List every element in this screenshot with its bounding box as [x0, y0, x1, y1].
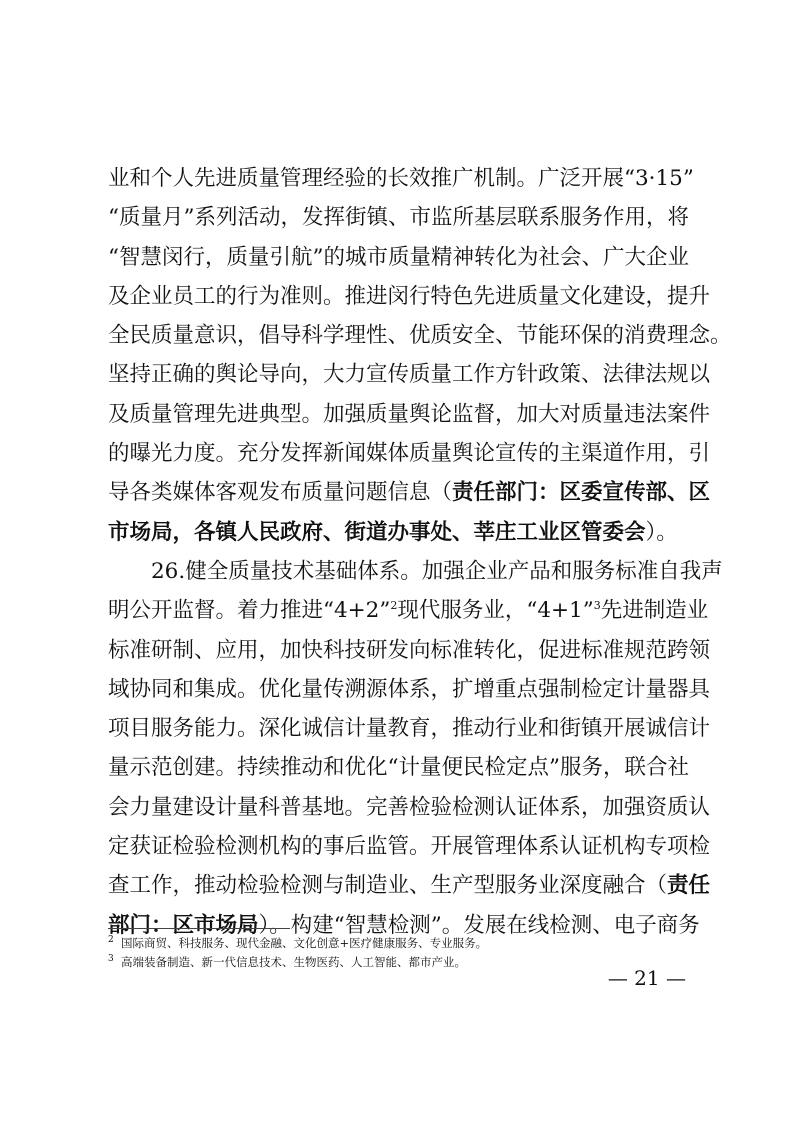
footnote-ref: 2 [390, 599, 398, 613]
page-number: — 21 — [607, 966, 686, 990]
text-run: 业和个人先进质量管理经验的长效推广机制。广泛开展“3·15” [108, 166, 694, 191]
bold-text: 责任部门：区委宣传部、区 [452, 480, 711, 506]
text-run: 标准研制、应用，加快科技研发向标准转化，促进标准规范跨领 [108, 637, 711, 663]
text-line [108, 395, 711, 434]
text-run: 及质量管理先进典型。加强质量舆论监督，加大对质量违法案件 [108, 401, 711, 427]
text-run: 定获证检验检测机构的事后监管。开展管理体系认证机构专项检 [108, 834, 711, 860]
text-line [108, 552, 723, 591]
text-run: 的曝光力度。充分发挥新闻媒体质量舆论宣传的主渠道作用，引 [108, 441, 711, 467]
text-run: ）。 [645, 519, 678, 545]
text-run: 现代服务业，“4+1” [397, 598, 594, 624]
text-line [108, 591, 709, 630]
text-line [108, 238, 688, 277]
body-text [108, 159, 732, 945]
text-run: 域协同和集成。优化量传溯源体系，扩增重点强制检定计量器具 [108, 676, 711, 702]
footnote-2: $^2$ 国际商贸、科技服务、现代金融、文化创意+医疗健康服务、专业服务。 [108, 935, 488, 950]
text-line [108, 788, 711, 827]
text-line [108, 513, 688, 552]
text-line [108, 473, 711, 512]
text-line [108, 670, 711, 709]
text-line [108, 434, 711, 473]
text-run: 会力量建设计量科普基地。完善检验检测认证体系，加强资质认 [108, 794, 711, 820]
footnote-ref: 3 [593, 599, 601, 613]
bold-text: 部门：区市场局 [108, 912, 259, 938]
text-run: 明公开监督。着力推进“4+2” [108, 598, 391, 624]
text-line [108, 748, 688, 787]
footnote-divider [108, 928, 290, 929]
text-run: 先进制造业 [600, 598, 709, 624]
text-run: 查工作，推动检验检测与制造业、生产型服务业深度融合（ [108, 873, 668, 899]
text-run: 坚持正确的舆论导向，大力宣传质量工作方针政策、法律法规以 [108, 362, 711, 388]
text-line [108, 355, 711, 394]
text-line [108, 827, 711, 866]
text-line [108, 277, 711, 316]
text-run: 26.健全质量技术基础体系。加强企业产品和服务标准自我声 [151, 558, 723, 584]
text-run: 量示范创建。持续推动和优化“计量便民检定点”服务，联合社 [108, 755, 689, 781]
text-run: 全民质量意识，倡导科学理性、优质安全、节能环保的消费理念。 [108, 323, 732, 349]
footnote-3: $^3$ 高端装备制造、新一代信息技术、生物医药、人工智能、都市产业。 [108, 954, 467, 969]
text-run: ）。构建“智慧检测”。发展在线检测、电子商务 [258, 912, 700, 938]
text-run: 导各类媒体客观发布质量问题信息（ [108, 480, 453, 506]
text-run: 项目服务能力。深化诚信计量教育，推动行业和街镇开展诚信计 [108, 716, 711, 742]
text-run: 及企业员工的行为准则。推进闵行特色先进质量文化建设，提升 [108, 283, 711, 309]
text-line [108, 709, 711, 748]
text-run: “质量月”系列活动，发挥街镇、市监所基层联系服务作用，将 [108, 205, 689, 231]
text-line [108, 631, 711, 670]
text-line [108, 866, 711, 905]
bold-text: 责任 [667, 873, 711, 899]
text-line [108, 198, 688, 237]
bold-text: 市场局，各镇人民政府、街道办事处、莘庄工业区管委会 [108, 519, 646, 545]
text-run: “智慧闵行，质量引航”的城市质量精神转化为社会、广大企业 [108, 244, 689, 270]
text-line [108, 316, 732, 355]
footnotes [108, 934, 688, 972]
text-line [108, 159, 694, 198]
